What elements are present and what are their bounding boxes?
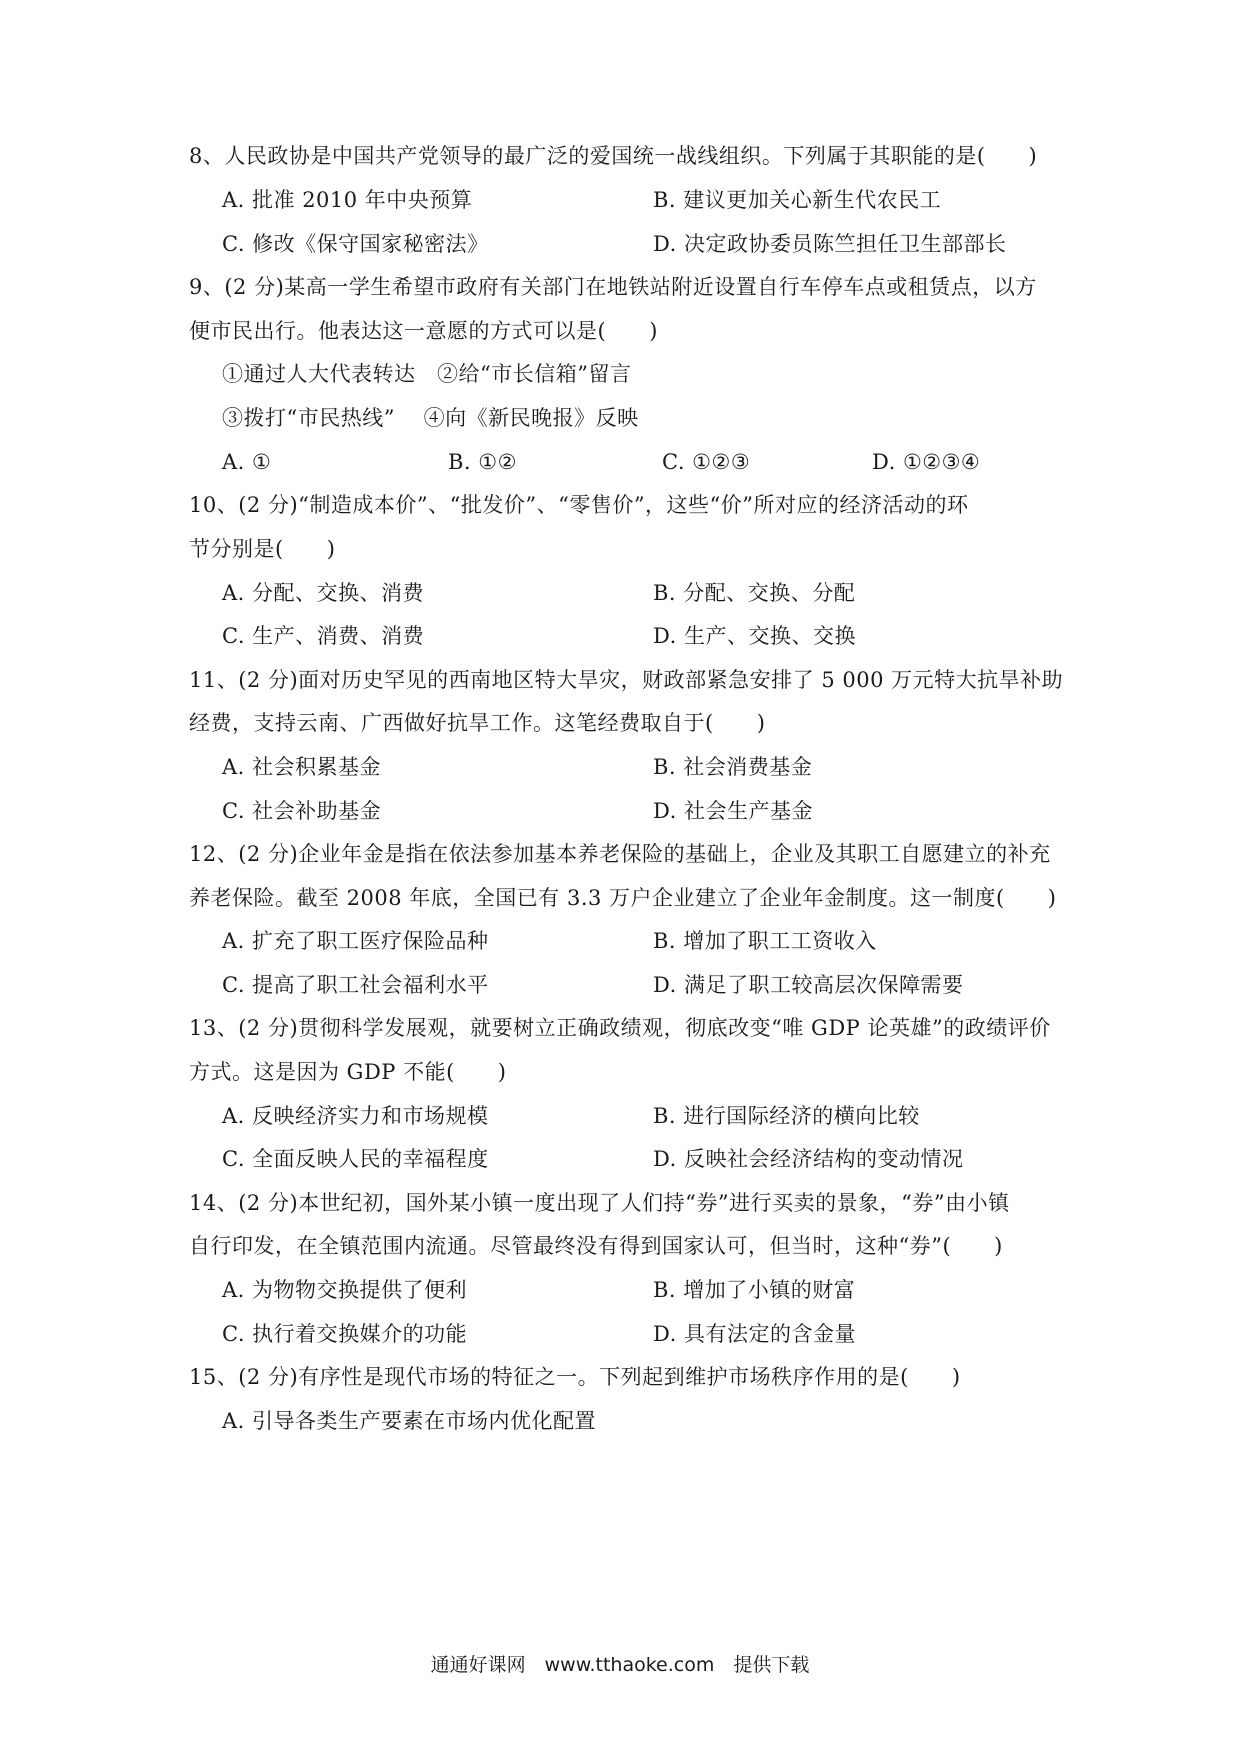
q14-option-c: C. 执行着交换媒介的功能 (222, 1322, 468, 1346)
q10-option-b: B. 分配、交换、分配 (653, 581, 856, 605)
q11-option-a: A. 社会积累基金 (222, 755, 382, 779)
q8-option-c: C. 修改《保守国家秘密法》 (222, 232, 489, 256)
page-footer: 通通好课网 www.tthaoke.com 提供下载 (430, 1654, 810, 1676)
q15-stem: 15、(2 分)有序性是现代市场的特征之一。下列起到维护市场秩序作用的是( ) (189, 1365, 961, 1389)
q14-option-b: B. 增加了小镇的财富 (653, 1278, 856, 1302)
q9-stem-line1: 9、(2 分)某高一学生希望市政府有关部门在地铁站附近设置自行车停车点或租赁点，以方 (189, 275, 1037, 299)
q11-option-d: D. 社会生产基金 (653, 799, 813, 823)
q9-option-a: A. ① (222, 450, 272, 474)
q8-stem: 8、人民政协是中国共产党领导的最广泛的爱国统一战线组织。下列属于其职能的是( ) (189, 144, 1038, 168)
q13-stem-line2: 方式。这是因为 GDP 不能( ) (189, 1060, 507, 1084)
q11-stem-line2: 经费，支持云南、广西做好抗旱工作。这笔经费取自于( ) (189, 711, 766, 735)
q8-option-a: A. 批准 2010 年中央预算 (222, 188, 473, 212)
q9-items-line2: ③拨打“市民热线” ④向《新民晚报》反映 (222, 406, 639, 430)
q13-option-d: D. 反映社会经济结构的变动情况 (653, 1147, 964, 1171)
q13-option-b: B. 进行国际经济的横向比较 (653, 1104, 920, 1128)
q14-option-a: A. 为物物交换提供了便利 (222, 1278, 468, 1302)
q15-option-a: A. 引导各类生产要素在市场内优化配置 (222, 1409, 597, 1433)
q9-stem-line2: 便市民出行。他表达这一意愿的方式可以是( ) (189, 319, 658, 343)
q9-option-d: D. ①②③④ (872, 450, 981, 474)
q8-option-b: B. 建议更加关心新生代农民工 (653, 188, 942, 212)
q9-items-line1: ①通过人大代表转达 ②给“市长信箱”留言 (222, 362, 632, 386)
q10-option-c: C. 生产、消费、消费 (222, 624, 425, 648)
q13-option-a: A. 反映经济实力和市场规模 (222, 1104, 489, 1128)
q8-option-d: D. 决定政协委员陈竺担任卫生部部长 (653, 232, 1007, 256)
q11-option-b: B. 社会消费基金 (653, 755, 813, 779)
q14-option-d: D. 具有法定的含金量 (653, 1322, 856, 1346)
q12-option-a: A. 扩充了职工医疗保险品种 (222, 929, 489, 953)
q12-stem-line2: 养老保险。截至 2008 年底，全国已有 3.3 万户企业建立了企业年金制度。这一制度( ) (189, 886, 1057, 910)
q9-option-b: B. ①② (448, 450, 517, 474)
q12-option-b: B. 增加了职工工资收入 (653, 929, 877, 953)
q10-option-a: A. 分配、交换、消费 (222, 581, 425, 605)
q10-stem-line1: 10、(2 分)“制造成本价”、“批发价”、“零售价”，这些“价”所对应的经济活动的环 (189, 493, 969, 517)
q13-stem-line1: 13、(2 分)贯彻科学发展观，就要树立正确政绩观，彻底改变“唯 GDP 论英雄”的政绩评价 (189, 1016, 1051, 1040)
q14-stem-line2: 自行印发，在全镇范围内流通。尽管最终没有得到国家认可，但当时，这种“券”( ) (189, 1234, 1003, 1258)
q10-stem-line2: 节分别是( ) (189, 537, 336, 561)
q14-stem-line1: 14、(2 分)本世纪初，国外某小镇一度出现了人们持“券”进行买卖的景象，“券”由小镇 (189, 1191, 1010, 1215)
q12-option-c: C. 提高了职工社会福利水平 (222, 973, 489, 997)
q9-option-c: C. ①②③ (662, 450, 751, 474)
q11-option-c: C. 社会补助基金 (222, 799, 382, 823)
q12-option-d: D. 满足了职工较高层次保障需要 (653, 973, 964, 997)
q11-stem-line1: 11、(2 分)面对历史罕见的西南地区特大旱灾，财政部紧急安排了 5 000 万元特大抗旱补助 (189, 668, 1064, 692)
q13-option-c: C. 全面反映人民的幸福程度 (222, 1147, 489, 1171)
q12-stem-line1: 12、(2 分)企业年金是指在依法参加基本养老保险的基础上，企业及其职工自愿建立的补充 (189, 842, 1051, 866)
q10-option-d: D. 生产、交换、交换 (653, 624, 856, 648)
